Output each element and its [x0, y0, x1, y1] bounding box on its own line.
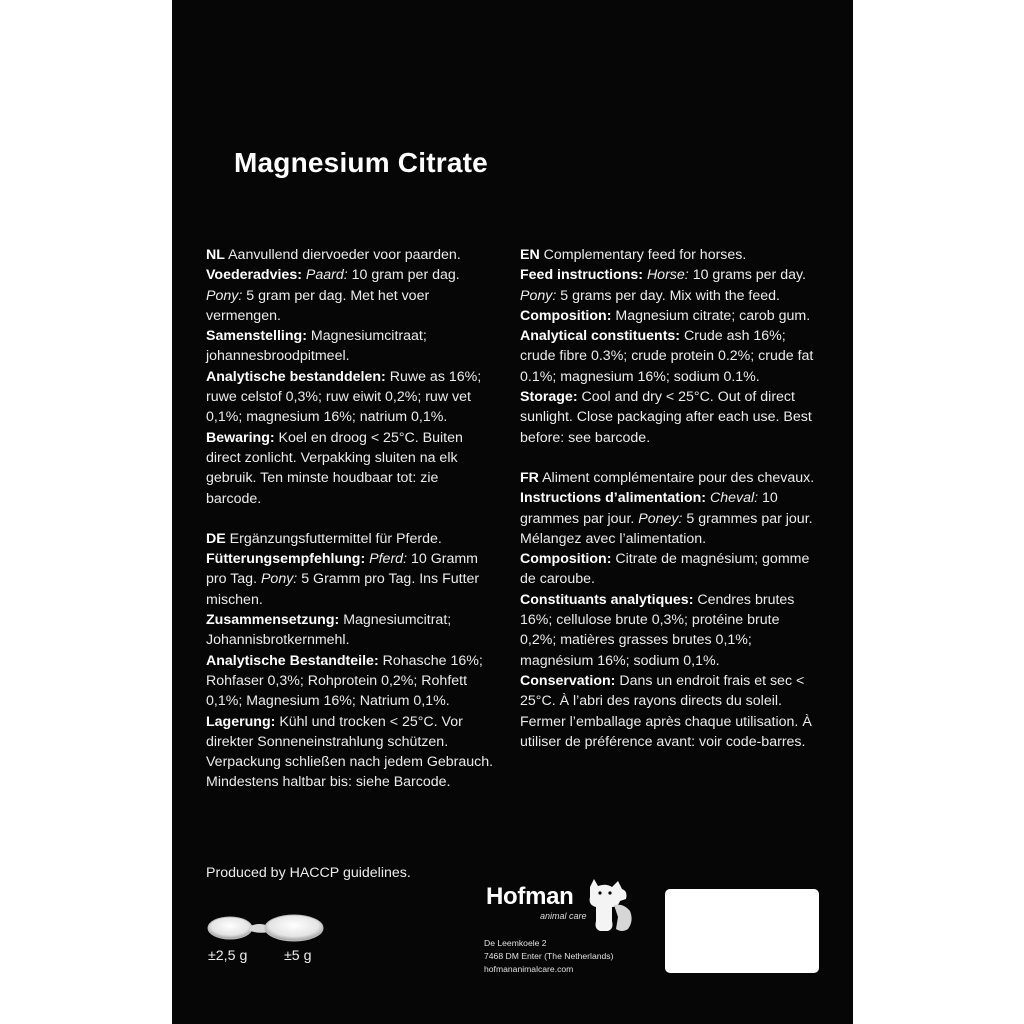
address-street: De Leemkoele 2	[484, 938, 547, 948]
address-city: 7468 DM Enter (The Netherlands)	[484, 951, 614, 961]
brand-logo	[484, 875, 644, 935]
fr-storage: Conservation: Dans un endroit frais et sec < 25°C. À l’abri des rayons directs du soleil. Fermer l’emballage après chaque utilisation. À utiliser de préférence avant: voir code-barres.	[520, 672, 812, 750]
brand-tagline: animal care	[540, 911, 587, 921]
en-composition: Composition: Magnesium citrate; carob gum.	[520, 307, 811, 324]
en-feed: Feed instructions: Horse: 10 grams per day. Pony: 5 grams per day. Mix with the feed.	[520, 267, 806, 304]
nl-composition: Samenstelling: Magnesiumcitraat; johannesbroodpitmeel.	[206, 328, 427, 365]
cat-dog-icon	[584, 877, 636, 935]
nl-analytical: Analytische bestanddelen: Ruwe as 16%; ruwe celstof 0,3%; ruw eiwit 0,2%; ruw vet 0,1%; magnesium 16%; natrium 0,1%.	[206, 368, 482, 426]
right-column	[520, 245, 816, 752]
product-label-panel	[172, 0, 853, 1024]
lang-code: FR	[520, 469, 539, 486]
en-storage: Storage: Cool and dry < 25°C. Out of direct sunlight. Close packaging after each use. Best before: see barcode.	[520, 389, 812, 446]
company-website: hofmananimalcare.com	[484, 964, 574, 974]
brand-name: Hofman	[486, 883, 574, 910]
nl-feed: Voederadvies: Paard: 10 gram per dag. Pony: 5 gram per dag. Met het voer vermengen.	[206, 267, 460, 324]
de-intro: DE Ergänzungsfuttermittel für Pferde.	[206, 530, 442, 547]
haccp-note: Produced by HACCP guidelines.	[206, 865, 411, 881]
en-analytical: Analytical constituents: Crude ash 16%; crude fibre 0.3%; crude protein 0.2%; crude fat 0.1%; magnesium 16%; sodium 0.1%.	[520, 328, 814, 385]
company-address	[484, 937, 613, 976]
spoon-large-label: ±5 g	[284, 948, 312, 964]
fr-composition: Composition: Citrate de magnésium; gomme de caroube.	[520, 551, 810, 588]
de-storage: Lagerung: Kühl und trocken < 25°C. Vor direkter Sonneneinstrahlung schützen. Verpackung schließen nach jedem Gebrauch. Mindestens haltbar bis: siehe Barcode.	[206, 713, 494, 791]
de-analytical: Analytische Bestandteile: Rohasche 16%; Rohfaser 0,3%; Rohprotein 0,2%; Rohfett 0,1%; Magnesium 16%; Natrium 0,1%.	[206, 652, 483, 710]
nl-intro: NL Aanvullend diervoeder voor paarden.	[206, 247, 461, 263]
nl-storage: Bewaring: Koel en droog < 25°C. Buiten direct zonlicht. Verpakking sluiten na elk gebruik. Ten minste houdbaar tot: zie barcode.	[206, 429, 463, 507]
fr-intro: FR Aliment complémentaire pour des chevaux.	[520, 469, 815, 486]
barcode-area	[665, 889, 819, 973]
fr-feed: Instructions d’alimentation: Cheval: 10 grammes par jour. Poney: 5 grammes par jour. Mélangez avec l’alimentation.	[520, 490, 813, 547]
product-title: Magnesium Citrate	[234, 147, 488, 178]
de-composition: Zusammensetzung: Magnesiumcitrat; Johannisbrotkernmehl.	[206, 612, 452, 649]
lang-code: DE	[206, 530, 226, 547]
fr-analytical: Constituants analytiques: Cendres brutes 16%; cellulose brute 0,3%; protéine brute 0,2%; matières grasses brutes 0,1%; magnésium 16%; sodium 0,1%.	[520, 591, 795, 669]
en-intro: EN Complementary feed for horses.	[520, 247, 747, 263]
de-feed: Fütterungsempfehlung: Pferd: 10 Gramm pro Tag. Pony: 5 Gramm pro Tag. Ins Futter mischen.	[206, 551, 480, 608]
spoon-small-label: ±2,5 g	[208, 948, 248, 964]
lang-code: NL	[206, 247, 225, 263]
left-column	[206, 245, 496, 793]
lang-code: EN	[520, 247, 540, 263]
